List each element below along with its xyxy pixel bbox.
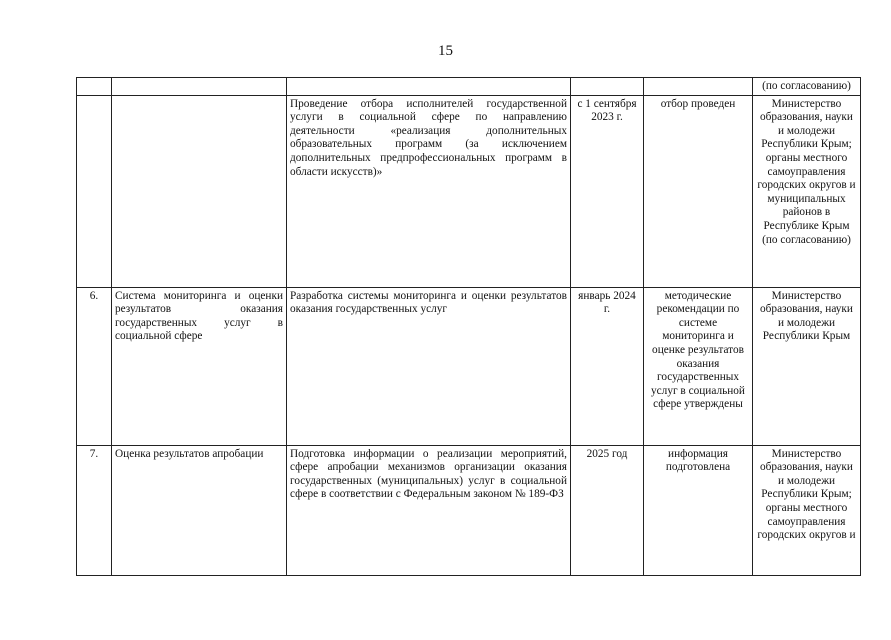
table-row xyxy=(77,445,861,575)
result-cell: информация подготовлена xyxy=(644,445,753,575)
table-row xyxy=(77,287,861,445)
term-cell: 2025 год xyxy=(571,445,644,575)
page-number: 15 xyxy=(438,43,453,59)
table-row xyxy=(77,78,861,96)
stage-cell xyxy=(112,78,287,96)
responsible-cell: Министерство образования, науки и молодежи Республики Крым; органы местного самоуправления городских округов и муниципальных районов в Республике Крым (по согласованию) xyxy=(753,95,861,287)
responsible-cell: (по согласованию) xyxy=(753,78,861,96)
term-cell: с 1 сентября 2023 г. xyxy=(571,95,644,287)
row-number: 6. xyxy=(77,287,112,445)
action-cell: Разработка системы мониторинга и оценки результатов оказания государственных услуг xyxy=(287,287,571,445)
result-cell: отбор проведен xyxy=(644,95,753,287)
action-cell xyxy=(287,78,571,96)
result-cell: методические рекомендации по системе мониторинга и оценке результатов оказания государственных услуг в социальной сфере утверждены xyxy=(644,287,753,445)
responsible-cell: Министерство образования, науки и молодежи Республики Крым; органы местного самоуправления городских округов и xyxy=(753,445,861,575)
term-cell: январь 2024 г. xyxy=(571,287,644,445)
term-cell xyxy=(571,78,644,96)
row-number xyxy=(77,78,112,96)
plan-table xyxy=(76,77,861,576)
responsible-cell: Министерство образования, науки и молодежи Республики Крым xyxy=(753,287,861,445)
stage-cell: Оценка результатов апробации xyxy=(112,445,287,575)
action-cell: Подготовка информации о реализации мероприятий, сфере апробации механизмов организации оказания государственных (муниципальных) услуг в социальной сфере в соответствии с Федеральным законом № 189-ФЗ xyxy=(287,445,571,575)
stage-cell xyxy=(112,95,287,287)
table-row xyxy=(77,95,861,287)
result-cell xyxy=(644,78,753,96)
stage-cell: Система мониторинга и оценки результатов оказания государственных услуг в социальной сфере xyxy=(112,287,287,445)
row-number: 7. xyxy=(77,445,112,575)
action-cell: Проведение отбора исполнителей государственной услуги в социальной сфере по направлению деятельности «реализация дополнительных образовательных программ (за исключением дополнительных предпрофессиональных программ в области искусств)» xyxy=(287,95,571,287)
row-number xyxy=(77,95,112,287)
